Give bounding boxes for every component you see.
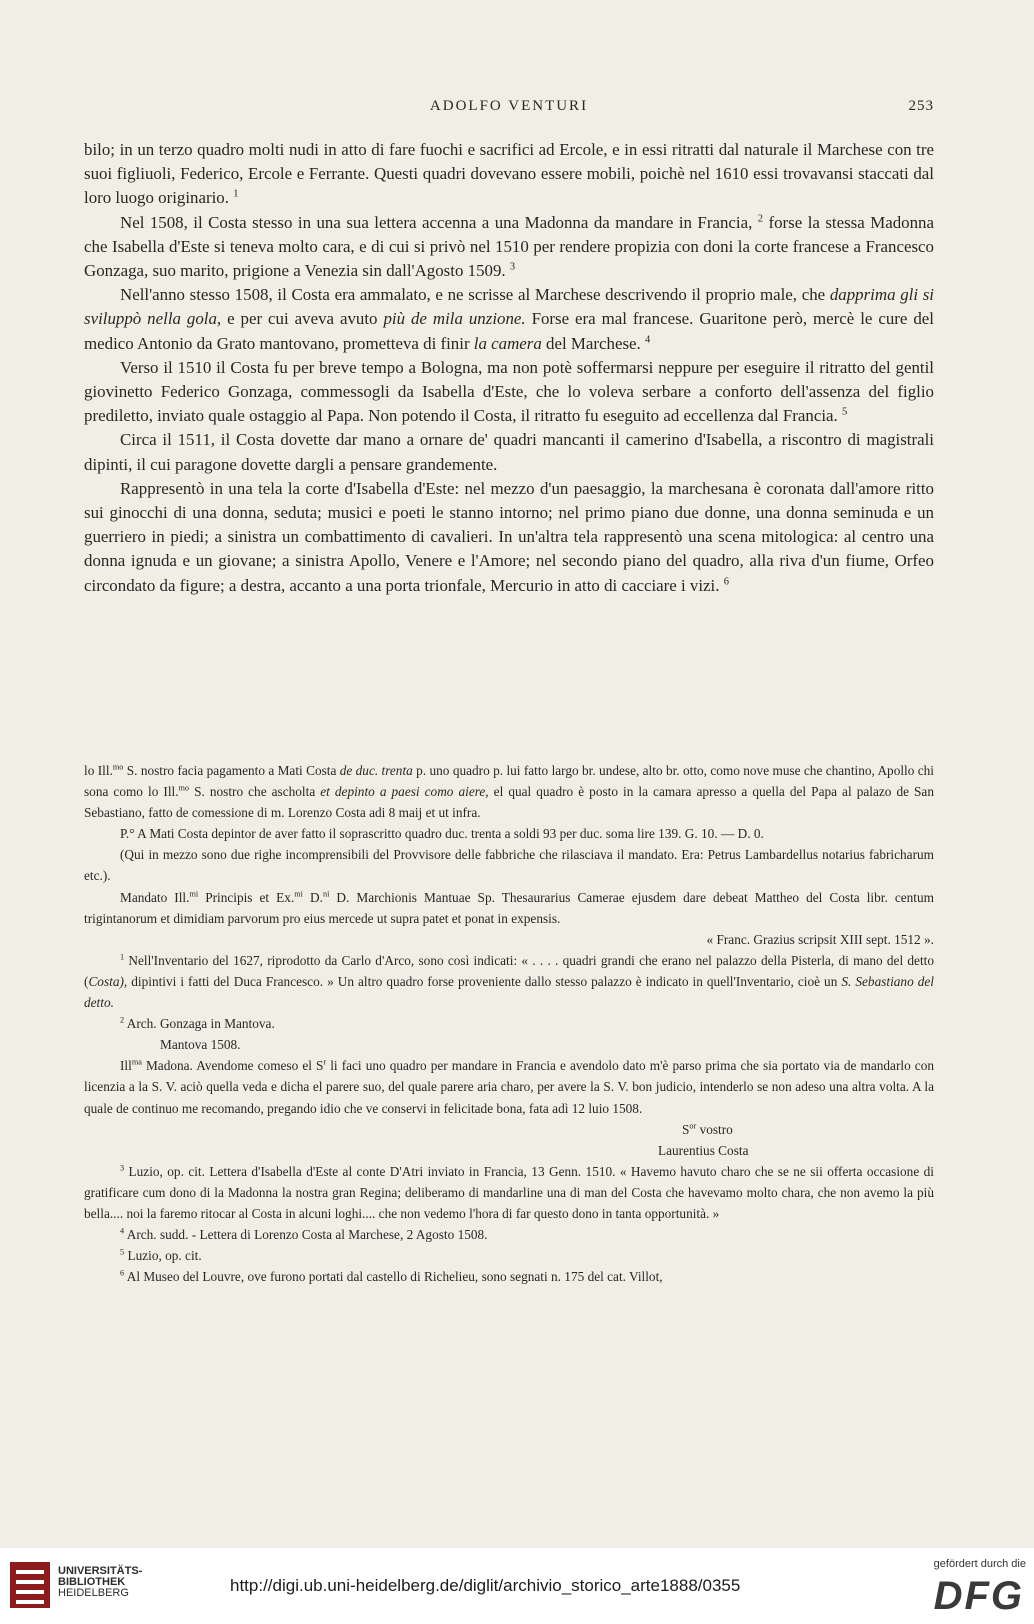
footnote-4: $^4$ Arch. sudd. - Lettera di Lorenzo Costa al Marchese, 2 Agosto 1508. <box>120 1226 488 1243</box>
footnote-2: $^2$ Arch. Gonzaga in Mantova. <box>120 1015 275 1032</box>
paragraph-1: bilo; in un terzo quadro molti nudi in atto di fare fuochi e sacrifici ad Ercole, e in essi ritratti dal naturale il Marchese con tre suoi figliuoli, Federico, Ercole e Ferrante. Questi quadri dovevano essere mobili, poichè nel 1610 essi trovavansi staccati dal loro luogo originario. $^1$ <box>84 140 934 208</box>
footnote-ref-5: 5 <box>842 406 848 418</box>
author-header: ADOLFO VENTURI <box>429 98 589 114</box>
footnote-2-letter: Ill$^{ma}$ Madona. Avendome comeso el $S^r$ li faci uno quadro per mandare in Francia e avendolo dato m'è parso prima che sia portato via de mandarlo con licenzia a la S. V. aciò quella veda e dicha el parere suo, del quale parere aria charo, per avere la S. V. bon judicio, intenderlo se non adeso una altra volta. A la quale de continuo me recomando, pregando idio che ve conservi in felicitade bona, fata adì 12 luio 1508. <box>84 1057 934 1116</box>
footnote-2-closing: $S^{or}$ vostro <box>682 1121 733 1137</box>
note-mandate: Mandato Ill.$^{mi}$ Principis et Ex.$^{mi}$ D.$^{ni}$ D. Marchionis Mantuae Sp. Thesaurarius Camerae ejusdem dare debeat Mattheo del Costa libr. centum trigintanorum et dimidiam parvorum pro eius mercede ut supra patet et ponat in expensis. <box>84 889 934 926</box>
paragraph-2: Nel 1508, il Costa stesso in una sua lettera accenna a una Madonna da mandare in Francia, $^2$ forse la stessa Madonna che Isabella d'Este si teneva molto cara, e di cui si privò nel 1510 per rendere propizia con doni la corte francese a Francesco Gonzaga, suo marito, prigione a Venezia sin dall'Agosto 1509. $^3$ <box>84 212 934 281</box>
permalink[interactable]: http://digi.ub.uni-heidelberg.de/diglit/archivio_storico_arte1888/0355 <box>230 1576 741 1595</box>
footnote-5: $^5$ Luzio, op. cit. <box>120 1247 202 1264</box>
footnote-3: $^3$ Luzio, op. cit. Lettera d'Isabella d'Este al conte D'Atri inviato in Francia, 13 Genn. 1510. « Havemo havuto charo che se ne sii offerta occasione di gratificare cum dono di la Madonna la nostra gran Regina; deliberamo di mandarline una di man del Costa che havevamo molto chara, che non avemo la più bella.... noi la faremo ritocar al Costa in alcuni loghi.... che non vedemo l'hora di far questo dono in tanta opportunità. » <box>84 1163 934 1221</box>
footnote-6: $^6$ Al Museo del Louvre, ove furono portati dal castello di Richelieu, sono segnati n. 175 del cat. Villot, <box>120 1268 663 1285</box>
running-header <box>84 98 934 122</box>
main-text <box>84 138 934 598</box>
footnotes <box>84 760 934 1287</box>
dfg-logo: DFG <box>933 1574 1024 1618</box>
note-provisore: (Qui in mezzo sono due righe incomprensibili del Provvisore delle fabbriche che rilasciava il mandato. Era: Petrus Lambardellus notarius fabricharum etc.). <box>84 847 934 884</box>
footnote-ref-3: 3 <box>509 261 516 273</box>
funded-by-label: gefördert durch die <box>933 1558 1026 1570</box>
paragraph-4: Verso il 1510 il Costa fu per breve tempo a Bologna, ma non potè soffermarsi neppure per eseguire il ritratto del gentil giovinetto Federico Gonzaga, commessogli da Isabella d'Este, che lo voleva serbare a conforto dell'assenza del figlio prediletto, inviato quale ostaggio al Papa. Non potendo il Costa, il ritratto fu eseguito ad eccellenza dal Francia. $^5$ <box>84 357 934 426</box>
footnote-2-place: Mantova 1508. <box>160 1037 241 1053</box>
paragraph-5: Circa il 1511, il Costa dovette dar mano a ornare de' quadri mancanti il camerino d'Isabella, a riscontro di magistrali dipinti, il cui paragone dovette dargli a pensare grandemente. <box>84 430 934 474</box>
note-document-text: lo Ill.$^{mo}$ S. nostro facia pagamento a Mati Costa de duc. trenta p. uno quadro p. lui fatto largo br. undese, alto br. otto, como nove muse che chantino, Apollo chi sona como lo Ill.$^{mo}$ S. nostro che ascholta et depinto a paesi como aiere, el qual quadro è posto in la camara apresso a quella del Papa al palazo de San Sebastiano, fatto de comessione di m. Lorenzo Costa adi 8 maij et ut infra. <box>84 762 934 821</box>
footnote-1: $^1$ Nell'Inventario del 1627, riprodotto da Carlo d'Arco, sono così indicati: « . . . . quadri grandi che erano nel palazzo della Pisterla, di mano del detto (Costa), dipintivi i fatti del Duca Francesco. » Un altro quadro forse proveniente dallo stesso palazzo è indicato in quell'Inventario, cioè un S. Sebastiano del detto. <box>84 952 934 1011</box>
note-signature-grazius: « Franc. Grazius scripsit XIII sept. 1512 ». <box>706 931 934 947</box>
footnote-ref-6: 6 <box>723 576 729 588</box>
footnote-ref-1: 1 <box>233 188 239 200</box>
digitization-footer <box>0 1548 1034 1624</box>
note-payment: P.° A Mati Costa depintor de aver fatto il soprascritto quadro duc. trenta a soldi 93 per duc. soma lire 139. G. 10. — D. 0. <box>120 826 764 842</box>
page-number: 253 <box>908 98 934 114</box>
library-name: UNIVERSITÄTS- BIBLIOTHEK HEIDELBERG <box>58 1565 143 1599</box>
paragraph-6: Rappresentò in una tela la corte d'Isabella d'Este: nel mezzo d'un paesaggio, la marchesana è coronata dall'amore ritto sui ginocchi di una donna, seduta; musici e poeti le stanno intorno; nel primo piano due donne, una donna seminuda e un guerriero in piedi; a sinistra un combattimento di cavalieri. In un'altra tela rappresentò una scena mitologica: al centro una donna ignuda e un giovane; a sinistra Apollo, Venere e l'Amore; nel secondo piano del quadro, alla riva d'un fiume, Orfeo circondato da figure; a destra, accanto a una porta trionfale, Mercurio in atto di cacciare i vizi. $^6$ <box>84 478 934 595</box>
university-seal-icon <box>8 1560 52 1610</box>
footnote-2-signature: Laurentius Costa <box>658 1142 749 1158</box>
footnote-ref-4: 4 <box>645 334 651 345</box>
footnote-ref-2: 2 <box>757 212 764 224</box>
paragraph-3: Nell'anno stesso 1508, il Costa era ammalato, e ne scrisse al Marchese descrivendo il proprio male, che dapprima gli si sviluppò nella gola, e per cui aveva avuto più de mila unzione. Forse era mal francese. Guaritone però, mercè le cure del medico Antonio da Grato mantovano, prometteva di finir la camera del Marchese. $^4$ <box>84 285 934 353</box>
